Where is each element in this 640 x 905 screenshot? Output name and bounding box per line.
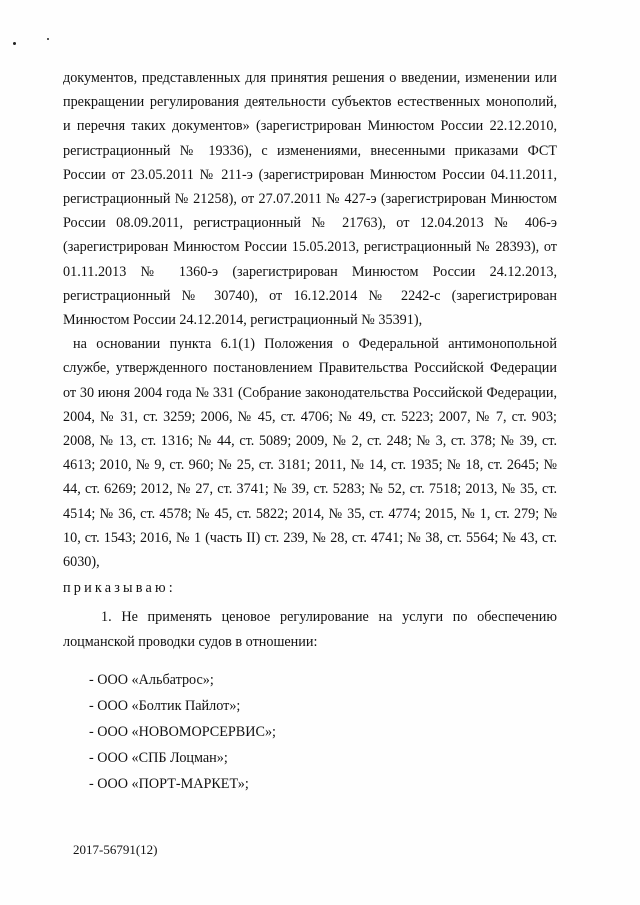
list-item: - ООО «СПБ Лоцман»; <box>89 749 228 766</box>
order-heading: приказываю: <box>63 580 176 597</box>
list-item: - ООО «ПОРТ-МАРКЕТ»; <box>89 775 249 792</box>
list-item: - ООО «Альбатрос»; <box>89 671 214 688</box>
document-body <box>63 66 557 797</box>
preamble-paragraph: документов, представленных для принятия решения о введении, изменении или прекращении регулирования деятельности субъектов естественных монополий, и перечня таких документов» (зарегистрирован Минюстом России 22.12.2010, регистрационный № 19336), с изменениями, внесенными приказами ФСТ России от 23.05.2011 № 211-э (зарегистрирован Минюстом России 04.11.2011, регистрационный № 21258), от 27.07.2011 № 427-э (зарегистрирован Минюстом России 08.09.2011, регистрационный № 21763), от 12.04.2013 № 406-э (зарегистрирован Минюстом России 15.05.2013, регистрационный № 28393), от 01.11.2013 № 1360-э (зарегистрирован Минюстом России 24.12.2013, регистрационный № 30740), от 16.12.2014 № 2242-с (зарегистрирован Минюстом России 24.12.2014, регистрационный № 35391), <box>63 70 557 329</box>
list-item: - ООО «НОВОМОРСЕРВИС»; <box>89 723 277 740</box>
scan-artifact-dot <box>47 38 49 40</box>
document-number: 2017-56791(12) <box>73 842 158 857</box>
order-item-1: 1. Не применять ценовое регулирование на услуги по обеспечению лоцманской проводки судов в отношении: <box>63 609 557 650</box>
scan-artifact-dot <box>13 42 16 45</box>
company-list <box>89 667 557 797</box>
list-item: - ООО «Болтик Пайлот»; <box>89 697 241 714</box>
legal-basis-paragraph: на основании пункта 6.1(1) Положения о Федеральной антимонопольной службе, утвержденного постановлением Правительства Российской Федерации от 30 июня 2004 года № 331 (Собрание законодательства Российской Федерации, 2004, № 31, ст. 3259; 2006, № 45, ст. 4706; № 49, ст. 5223; 2007, № 7, ст. 903; 2008, № 13, ст. 1316; № 44, ст. 5089; 2009, № 2, ст. 248; № 3, ст. 378; № 39, ст. 4613; 2010, № 9, ст. 960; № 25, ст. 3181; 2011, № 14, ст. 1935; № 18, ст. 2645; № 44, ст. 6269; 2012, № 27, ст. 3741; № 39, ст. 5283; № 52, ст. 7518; 2013, № 35, ст. 4514; № 36, ст. 4578; № 45, ст. 5822; 2014, № 35, ст. 4774; 2015, № 1, ст. 279; № 10, ст. 1543; 2016, № 1 (часть II) ст. 239, № 28, ст. 4741; № 38, ст. 5564; № 43, ст. 6030), <box>63 336 557 571</box>
